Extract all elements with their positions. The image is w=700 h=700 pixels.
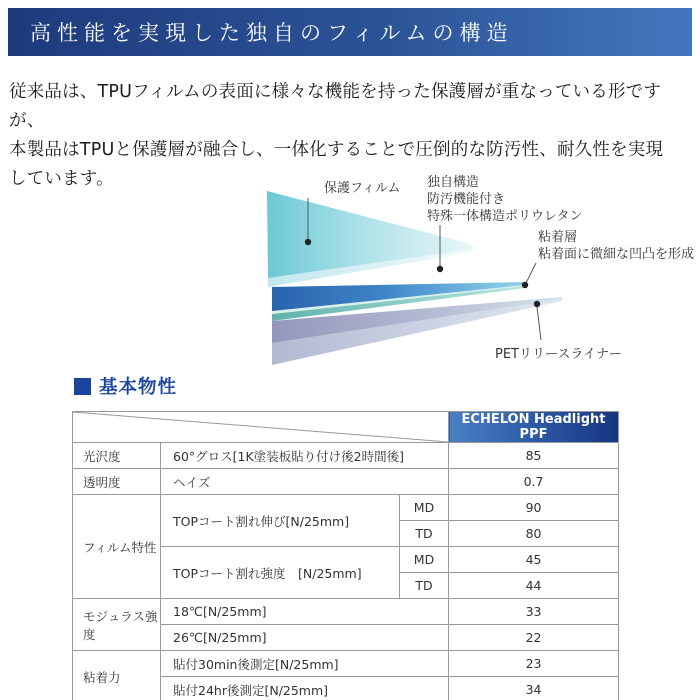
value-cell: 33 xyxy=(449,599,619,625)
table-row xyxy=(73,495,619,521)
section-title-bar xyxy=(8,8,692,56)
intro-line-3: しています。 xyxy=(9,169,114,189)
category-cell: 粘着力 xyxy=(73,651,161,700)
page-title: 高性能を実現した独自のフィルムの構造 xyxy=(30,21,514,45)
blue-square-bullet-icon xyxy=(74,378,91,395)
value-cell: 90 xyxy=(449,495,619,521)
value-cell: 80 xyxy=(449,521,619,547)
liner-pointer-line xyxy=(537,307,541,340)
header-empty-cell xyxy=(73,412,449,443)
category-cell: 光沢度 xyxy=(73,443,161,469)
protective-film-label: 保護フィルム xyxy=(324,181,401,196)
test-cell: 貼付24hr後測定[N/25mm] xyxy=(161,677,449,700)
value-cell: 44 xyxy=(449,573,619,599)
basic-properties-heading xyxy=(74,373,177,399)
test-cell: ヘイズ xyxy=(161,469,449,495)
adhesive-pointer-line xyxy=(526,263,536,283)
test-cell: 60°グロス[1K塗装板貼り付け後2時間後] xyxy=(161,443,449,469)
intro-line-1: 従来品は、TPUフィルムの表面に様々な機能を持った保護層が重なっている形ですが、 xyxy=(9,82,662,131)
intro-line-2: 本製品はTPUと保護層が融合し、一体化することで圧倒的な防汚性、耐久性を実現 xyxy=(9,140,664,160)
table-row xyxy=(73,599,619,625)
structure-pointer-dot xyxy=(437,266,443,272)
table-header-row xyxy=(73,412,619,443)
structure-label-line3: 特殊一体構造ポリウレタン xyxy=(427,209,583,224)
value-cell: 22 xyxy=(449,625,619,651)
section-title: 基本物性 xyxy=(99,377,178,398)
adhesive-label-line1: 粘着層 xyxy=(538,230,578,245)
test-cell: 26℃[N/25mm] xyxy=(161,625,449,651)
value-cell: 45 xyxy=(449,547,619,573)
liner-pointer-dot xyxy=(534,301,540,307)
category-cell: モジュラス強度 xyxy=(73,599,161,651)
table-row xyxy=(73,469,619,495)
category-cell: フィルム特性 xyxy=(73,495,161,599)
diagonal-line xyxy=(73,412,448,442)
liner-label: PETリリースライナー xyxy=(495,347,622,362)
test-cell: 貼付30min後測定[N/25mm] xyxy=(161,651,449,677)
value-cell: 85 xyxy=(449,443,619,469)
table-row xyxy=(73,443,619,469)
test-cell: TOPコート割れ伸び[N/25mm] xyxy=(161,495,400,547)
direction-cell: MD xyxy=(400,495,449,521)
value-cell: 23 xyxy=(449,651,619,677)
test-cell: TOPコート割れ強度 [N/25mm] xyxy=(161,547,400,599)
protective-film-pointer-dot xyxy=(305,239,311,245)
value-cell: 34 xyxy=(449,677,619,700)
direction-cell: MD xyxy=(400,547,449,573)
adhesive-label-line2: 粘着面に微細な凹凸を形成 xyxy=(538,247,695,262)
direction-cell: TD xyxy=(400,521,449,547)
direction-cell: TD xyxy=(400,573,449,599)
structure-label-line1: 独自構造 xyxy=(427,175,480,190)
properties-table xyxy=(72,411,619,700)
table-row xyxy=(73,651,619,677)
value-cell: 0.7 xyxy=(449,469,619,495)
test-cell: 18℃[N/25mm] xyxy=(161,599,449,625)
product-column-header: ECHELON Headlight PPF xyxy=(449,412,619,443)
adhesive-pointer-dot xyxy=(522,282,528,288)
film-structure-diagram xyxy=(240,168,700,380)
structure-label-line2: 防汚機能付き xyxy=(427,192,506,207)
category-cell: 透明度 xyxy=(73,469,161,495)
